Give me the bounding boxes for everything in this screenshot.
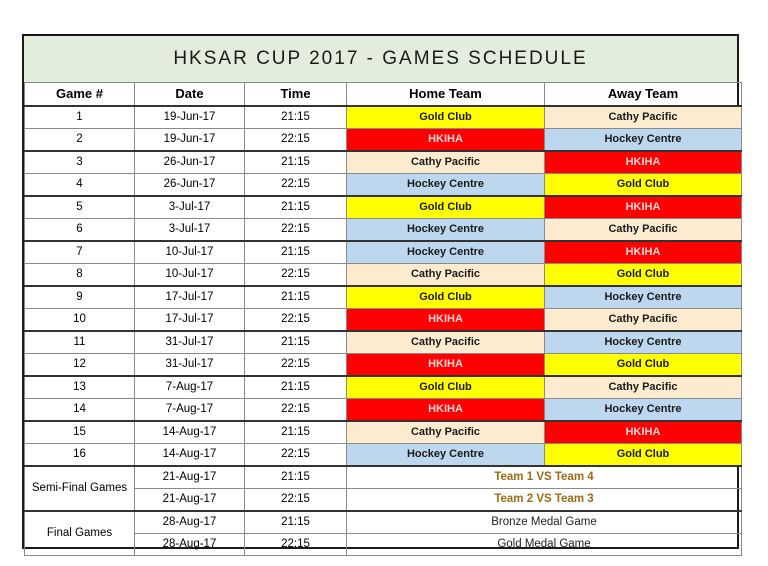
home-team-cell: Gold Club: [347, 286, 545, 309]
table-row: [25, 309, 742, 332]
final-date: 28-Aug-17: [135, 534, 245, 556]
semi-final-date: 21-Aug-17: [135, 466, 245, 489]
game-number-cell: 8: [25, 264, 135, 287]
time-cell: 22:15: [245, 309, 347, 332]
home-team-cell: Cathy Pacific: [347, 151, 545, 174]
semi-final-time: 22:15: [245, 489, 347, 512]
time-cell: 21:15: [245, 331, 347, 354]
date-cell: 10-Jul-17: [135, 264, 245, 287]
away-team-cell: Cathy Pacific: [545, 106, 742, 129]
table-row: [25, 106, 742, 129]
home-team-cell: Hockey Centre: [347, 174, 545, 197]
semi-final-date: 21-Aug-17: [135, 489, 245, 512]
final-label: Final Games: [25, 511, 135, 556]
game-number-cell: 1: [25, 106, 135, 129]
table-row: [25, 421, 742, 444]
date-cell: 7-Aug-17: [135, 399, 245, 422]
semi-final-label: Semi-Final Games: [25, 466, 135, 511]
away-team-cell: Gold Club: [545, 354, 742, 377]
game-number-cell: 10: [25, 309, 135, 332]
title-band: [24, 36, 737, 83]
table-row: [25, 264, 742, 287]
date-cell: 3-Jul-17: [135, 219, 245, 242]
game-number-cell: 6: [25, 219, 135, 242]
header-home-team: Home Team: [347, 83, 545, 107]
table-row: [25, 241, 742, 264]
semi-final-time: 21:15: [245, 466, 347, 489]
home-team-cell: Cathy Pacific: [347, 264, 545, 287]
game-number-cell: 2: [25, 129, 135, 152]
date-cell: 19-Jun-17: [135, 106, 245, 129]
final-matchup: Gold Medal Game: [347, 534, 742, 556]
date-cell: 3-Jul-17: [135, 196, 245, 219]
final-row: [25, 511, 742, 534]
time-cell: 22:15: [245, 264, 347, 287]
final-time: 21:15: [245, 511, 347, 534]
date-cell: 31-Jul-17: [135, 354, 245, 377]
game-number-cell: 15: [25, 421, 135, 444]
game-number-cell: 4: [25, 174, 135, 197]
table-row: [25, 354, 742, 377]
away-team-cell: Gold Club: [545, 174, 742, 197]
time-cell: 22:15: [245, 219, 347, 242]
table-row: [25, 174, 742, 197]
time-cell: 21:15: [245, 106, 347, 129]
header-row: [25, 83, 742, 107]
away-team-cell: Gold Club: [545, 264, 742, 287]
time-cell: 21:15: [245, 241, 347, 264]
away-team-cell: HKIHA: [545, 196, 742, 219]
table-row: [25, 444, 742, 467]
game-number-cell: 14: [25, 399, 135, 422]
home-team-cell: HKIHA: [347, 129, 545, 152]
time-cell: 22:15: [245, 399, 347, 422]
game-number-cell: 7: [25, 241, 135, 264]
date-cell: 19-Jun-17: [135, 129, 245, 152]
away-team-cell: HKIHA: [545, 421, 742, 444]
game-number-cell: 11: [25, 331, 135, 354]
date-cell: 17-Jul-17: [135, 286, 245, 309]
home-team-cell: Gold Club: [347, 196, 545, 219]
game-number-cell: 5: [25, 196, 135, 219]
time-cell: 21:15: [245, 286, 347, 309]
date-cell: 31-Jul-17: [135, 331, 245, 354]
semi-final-row: [25, 466, 742, 489]
game-number-cell: 3: [25, 151, 135, 174]
home-team-cell: HKIHA: [347, 354, 545, 377]
time-cell: 21:15: [245, 151, 347, 174]
home-team-cell: Hockey Centre: [347, 219, 545, 242]
table-row: [25, 399, 742, 422]
time-cell: 22:15: [245, 444, 347, 467]
semi-final-matchup: Team 1 VS Team 4: [347, 466, 742, 489]
table-row: [25, 331, 742, 354]
table-row: [25, 151, 742, 174]
away-team-cell: Cathy Pacific: [545, 219, 742, 242]
table-row: [25, 196, 742, 219]
away-team-cell: Gold Club: [545, 444, 742, 467]
date-cell: 26-Jun-17: [135, 174, 245, 197]
game-number-cell: 16: [25, 444, 135, 467]
final-body: [25, 511, 742, 556]
time-cell: 21:15: [245, 196, 347, 219]
schedule-table: [24, 82, 742, 556]
semi-final-body: [25, 466, 742, 511]
date-cell: 7-Aug-17: [135, 376, 245, 399]
page-title: HKSAR CUP 2017 - GAMES SCHEDULE: [173, 48, 588, 69]
away-team-cell: Cathy Pacific: [545, 309, 742, 332]
header-away-team: Away Team: [545, 83, 742, 107]
game-number-cell: 13: [25, 376, 135, 399]
away-team-cell: HKIHA: [545, 241, 742, 264]
table-row: [25, 219, 742, 242]
time-cell: 22:15: [245, 354, 347, 377]
games-body: [25, 106, 742, 466]
time-cell: 22:15: [245, 174, 347, 197]
header-date: Date: [135, 83, 245, 107]
game-number-cell: 9: [25, 286, 135, 309]
away-team-cell: Hockey Centre: [545, 129, 742, 152]
header-time: Time: [245, 83, 347, 107]
schedule-sheet: [22, 34, 739, 549]
date-cell: 14-Aug-17: [135, 421, 245, 444]
home-team-cell: Cathy Pacific: [347, 331, 545, 354]
date-cell: 14-Aug-17: [135, 444, 245, 467]
time-cell: 21:15: [245, 376, 347, 399]
home-team-cell: Hockey Centre: [347, 241, 545, 264]
away-team-cell: Hockey Centre: [545, 331, 742, 354]
home-team-cell: Gold Club: [347, 106, 545, 129]
semi-final-matchup: Team 2 VS Team 3: [347, 489, 742, 512]
home-team-cell: HKIHA: [347, 309, 545, 332]
final-time: 22:15: [245, 534, 347, 556]
date-cell: 17-Jul-17: [135, 309, 245, 332]
header-game: Game #: [25, 83, 135, 107]
time-cell: 21:15: [245, 421, 347, 444]
home-team-cell: Hockey Centre: [347, 444, 545, 467]
home-team-cell: HKIHA: [347, 399, 545, 422]
date-cell: 26-Jun-17: [135, 151, 245, 174]
final-matchup: Bronze Medal Game: [347, 511, 742, 534]
away-team-cell: Cathy Pacific: [545, 376, 742, 399]
final-date: 28-Aug-17: [135, 511, 245, 534]
table-row: [25, 286, 742, 309]
home-team-cell: Cathy Pacific: [347, 421, 545, 444]
time-cell: 22:15: [245, 129, 347, 152]
away-team-cell: HKIHA: [545, 151, 742, 174]
table-row: [25, 129, 742, 152]
date-cell: 10-Jul-17: [135, 241, 245, 264]
table-row: [25, 376, 742, 399]
home-team-cell: Gold Club: [347, 376, 545, 399]
away-team-cell: Hockey Centre: [545, 399, 742, 422]
away-team-cell: Hockey Centre: [545, 286, 742, 309]
game-number-cell: 12: [25, 354, 135, 377]
